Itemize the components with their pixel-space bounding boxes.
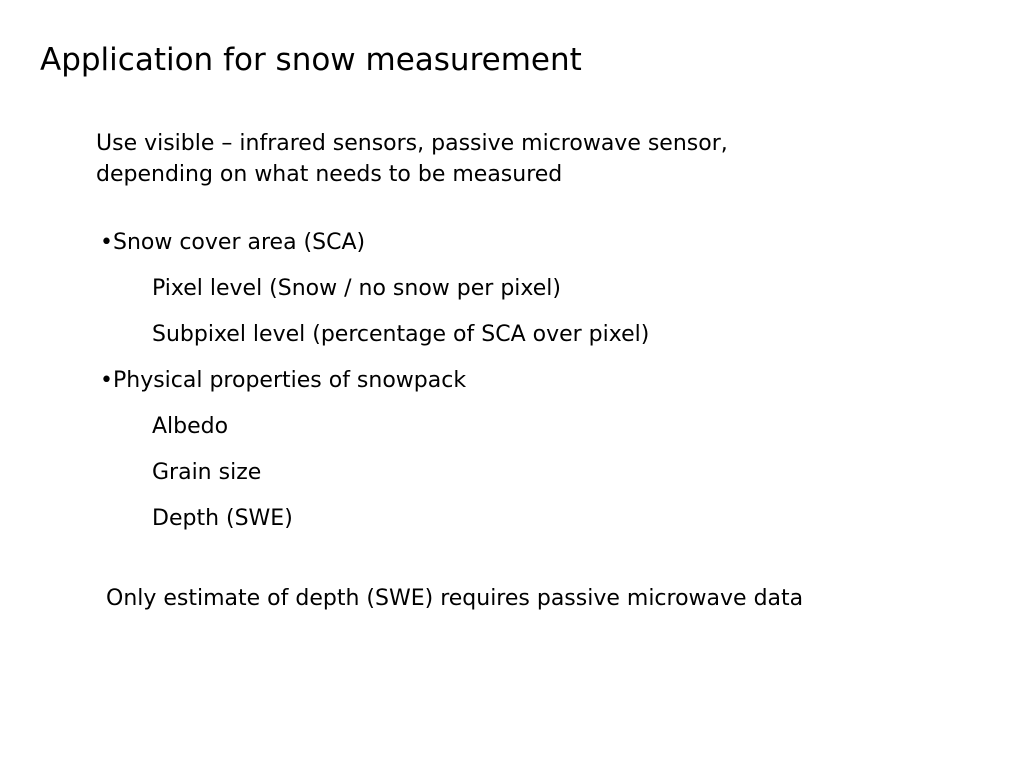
- sub-item-pixel-level: [100, 272, 649, 318]
- footnote: Only estimate of depth (SWE) requires passive microwave data: [106, 586, 804, 611]
- bullet-list: [100, 226, 649, 548]
- list-item-label: Snow cover area (SCA): [112, 230, 366, 255]
- list-item-label: Depth (SWE): [152, 506, 293, 531]
- intro-line: depending on what needs to be measured: [96, 162, 563, 187]
- list-item-physical-properties: [100, 364, 649, 410]
- sub-item-albedo: [100, 410, 649, 456]
- sub-item-depth-swe: [100, 502, 649, 548]
- list-item-label: Grain size: [152, 460, 262, 485]
- slide-title: Application for snow measurement: [40, 42, 582, 78]
- list-item-label: Albedo: [152, 414, 229, 439]
- list-item-label: Subpixel level (percentage of SCA over pixel): [152, 322, 650, 347]
- sub-item-grain-size: [100, 456, 649, 502]
- list-item-snow-cover-area: [100, 226, 649, 272]
- intro-line: Use visible – infrared sensors, passive microwave sensor,: [96, 131, 728, 156]
- bullet-icon: •: [100, 368, 113, 393]
- list-item-label: Physical properties of snowpack: [112, 368, 467, 393]
- sub-item-subpixel-level: [100, 318, 649, 364]
- intro-paragraph: [96, 128, 728, 190]
- list-item-label: Pixel level (Snow / no snow per pixel): [152, 276, 561, 301]
- bullet-icon: •: [100, 230, 113, 255]
